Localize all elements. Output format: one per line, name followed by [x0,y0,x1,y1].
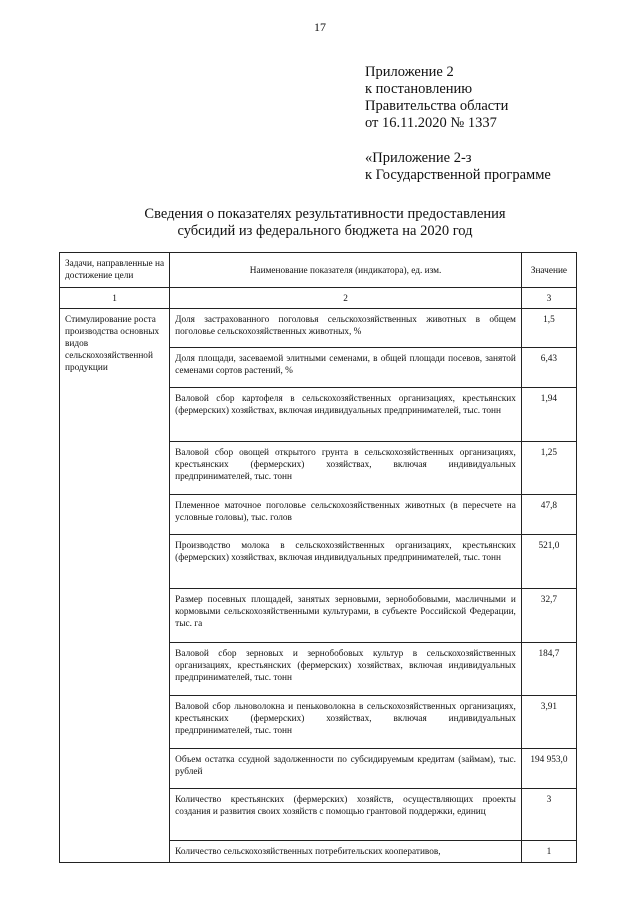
indicator-value: 1,94 [521,388,576,442]
indicator-value: 6,43 [521,348,576,388]
column-numbers-row [60,288,577,309]
appendix-header [365,64,508,132]
indicator-name: Производство молока в сельскохозяйственных организациях, крестьянских (фермерских) хозяйствах, включая индивидуальных предпринимателей, тыс. тонн [170,535,522,589]
indicators-table [59,252,577,863]
header-indicator: Наименование показателя (индикатора), ед. изм. [170,253,522,288]
indicator-name: Объем остатка ссудной задолженности по субсидируемым кредитам (займам), тыс. рублей [170,749,522,789]
indicator-value: 1,5 [521,309,576,348]
appendix-line: к постановлению [365,81,473,97]
column-number: 3 [521,288,576,309]
indicator-name: Количество сельскохозяйственных потребительских кооперативов, [170,841,522,863]
indicator-name: Валовой сбор льноволокна и пеньковолокна в сельскохозяйственных организациях, крестьянских (фермерских) хозяйствах, включая индивидуальных предпринимателей, тыс. тонн [170,696,522,749]
indicator-name: Валовой сбор картофеля в сельскохозяйственных организациях, крестьянских (фермерских) хозяйствах, включая индивидуальных предпринимателей, тыс. тонн [170,388,522,442]
indicator-value: 184,7 [521,643,576,696]
appendix-2z-header [365,150,551,184]
indicator-name: Размер посевных площадей, занятых зерновыми, зернобобовыми, масличными и кормовыми сельскохозяйственными культурами, в субъекте Российской Федерации, тыс. га [170,589,522,643]
title-line: субсидий из федерального бюджета на 2020 год [177,223,473,239]
appendix-line: Приложение 2 [365,64,454,80]
title-line: Сведения о показателях результативности предоставления [144,206,506,222]
appendix-line: «Приложение 2-з [365,150,472,166]
indicator-value: 47,8 [521,495,576,535]
table-row [60,309,577,348]
table-header-row [60,253,577,288]
appendix-line: от 16.11.2020 № 1337 [365,115,497,131]
indicator-value: 3,91 [521,696,576,749]
appendix-line: к Государственной программе [365,167,551,183]
appendix-line: Правительства области [365,98,509,114]
header-tasks: Задачи, направленные на достижение цели [60,253,170,288]
indicator-name: Количество крестьянских (фермерских) хозяйств, осуществляющих проекты создания и развития своих хозяйств с помощью грантовой поддержки, единиц [170,789,522,841]
indicator-name: Валовой сбор овощей открытого грунта в сельскохозяйственных организациях, крестьянских (фермерских) хозяйствах, включая индивидуальных предпринимателей, тыс. тонн [170,442,522,495]
indicator-name: Доля застрахованного поголовья сельскохозяйственных животных в общем поголовье сельскохозяйственных животных, % [170,309,522,348]
indicator-value: 1 [521,841,576,863]
indicator-value: 194 953,0 [521,749,576,789]
document-title [60,206,590,240]
column-number: 2 [170,288,522,309]
header-value: Значение [521,253,576,288]
indicator-value: 521,0 [521,535,576,589]
indicator-name: Доля площади, засеваемой элитными семенами, в общей площади посевов, занятой семенами сортов растений, % [170,348,522,388]
indicator-value: 3 [521,789,576,841]
indicator-value: 32,7 [521,589,576,643]
indicator-name: Валовой сбор зерновых и зернобобовых культур в сельскохозяйственных организациях, крестьянских (фермерских) хозяйствах, включая индивидуальных предпринимателей, тыс. тонн [170,643,522,696]
task-cell: Стимулирование роста производства основных видов сельскохозяйственной продукции [60,309,170,863]
indicator-value: 1,25 [521,442,576,495]
column-number: 1 [60,288,170,309]
page-number: 17 [314,20,326,34]
indicator-name: Племенное маточное поголовье сельскохозяйственных животных (в пересчете на условные головы), тыс. голов [170,495,522,535]
